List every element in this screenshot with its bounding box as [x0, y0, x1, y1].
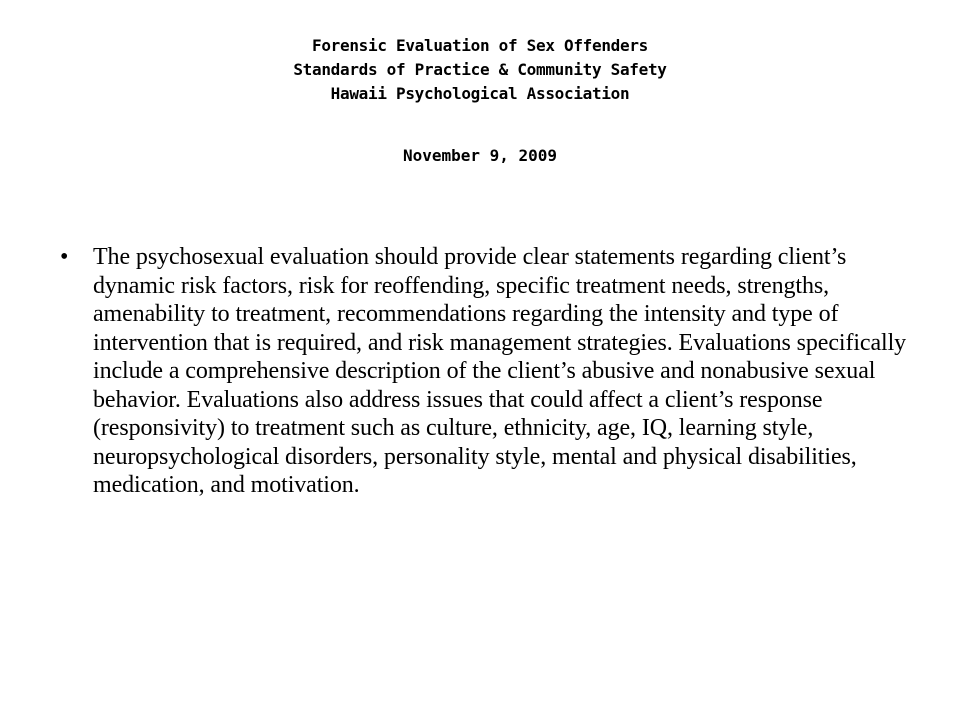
slide-date: November 9, 2009: [402, 146, 558, 165]
header-title: Forensic Evaluation of Sex Offenders: [312, 36, 648, 55]
header-subtitle: Standards of Practice & Community Safety: [293, 60, 667, 79]
bullet-icon: •: [60, 244, 69, 270]
bullet-item: [60, 243, 912, 500]
bullet-text: The psychosexual evaluation should provide clear statements regarding client’s dynamic risk factors, risk for reoffending, specific treatment needs, strengths, amenability to treatment, recommendations regarding the intensity and type of intervention that is required, and risk management strategies. Evaluations specifically include a comprehensive description of the client’s abusive and nonabusive sexual behavior. Evaluations also address issues that could affect a client’s response (responsivity) to treatment such as culture, ethnicity, age, IQ, learning style, neuropsychological disorders, personality style, mental and physical disabilities, medication, and motivation.: [93, 244, 907, 498]
header-organization: Hawaii Psychological Association: [330, 84, 630, 103]
bullet-list: [60, 243, 912, 500]
slide-header: [0, 34, 960, 106]
